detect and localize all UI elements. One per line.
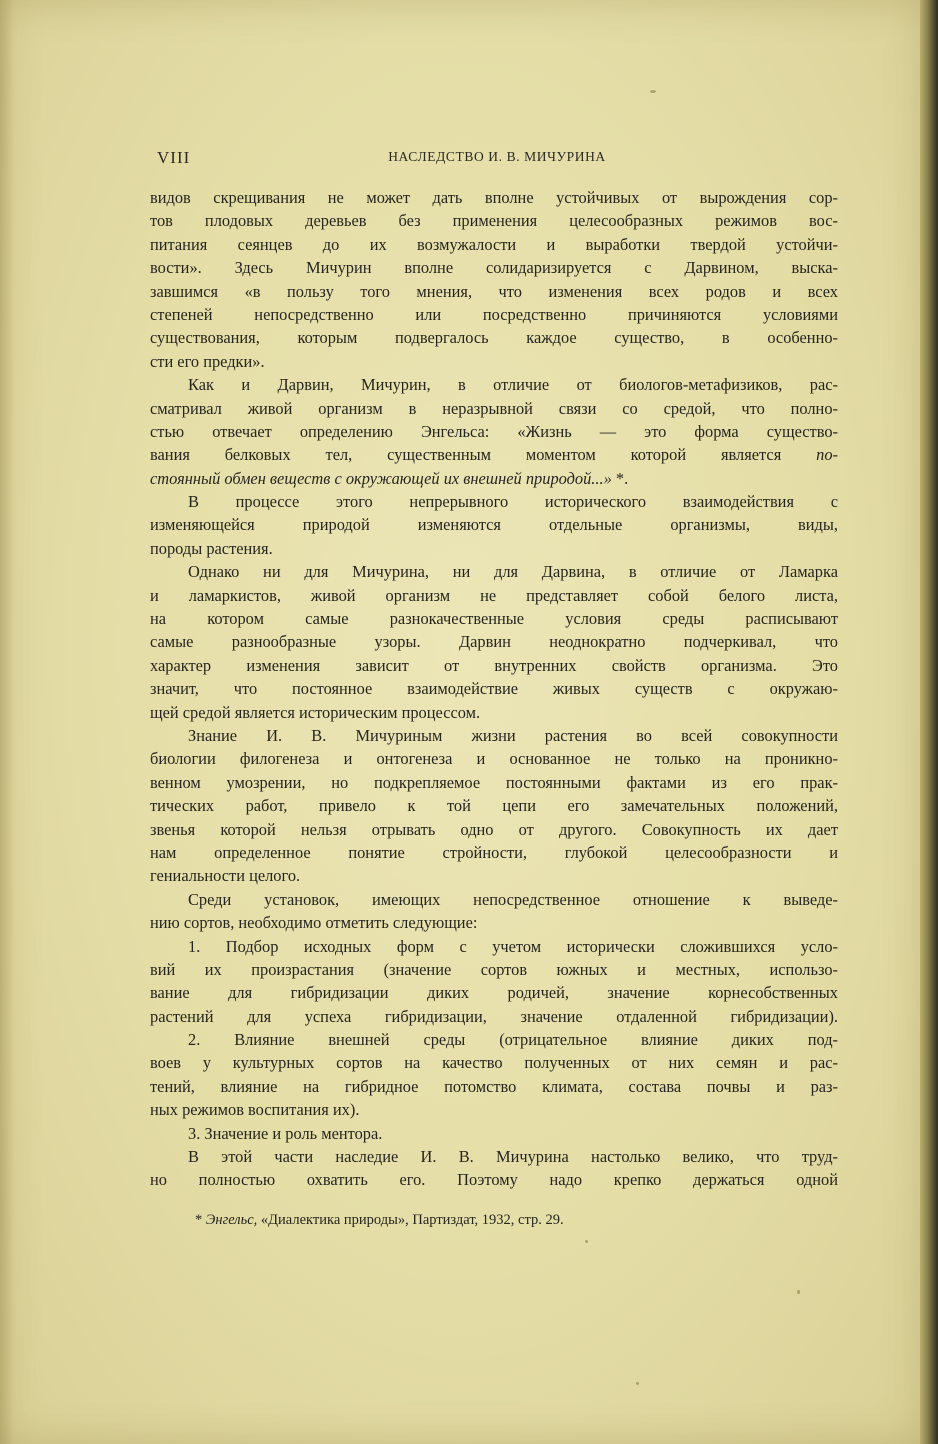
text-line: вий их произрастания (значение сортов южных и местных, использо- [150,959,838,979]
body-text [150,186,838,1192]
text-line: 3. Значение и роль ментора. [188,1123,383,1143]
text-line: В этой части наследие И. В. Мичурина настолько велико, что труд- [188,1147,838,1167]
text-line: вание для гибридизации диких родичей, значение корнесобственных [150,983,838,1003]
page-speck [636,1382,639,1385]
text-line: Как и Дарвин, Мичурин, в отличие от биологов-метафизиков, рас- [188,375,838,395]
text-line: сматривал живой организм в неразрывной связи со средой, что полно- [150,398,838,418]
text-line: существования, которым подвергалось каждое существо, в особенно- [150,328,838,348]
book-edge [920,0,938,1444]
text-line: растений для успеха гибридизации, значение отдаленной гибридизации). [150,1006,838,1026]
text-line: и ламаркистов, живой организм не представляет собой белого листа, [150,585,838,605]
text-line: нию сортов, необходимо отметить следующие: [150,913,478,933]
text-line: питания сеянцев до их возмужалости и выработки твердой устойчи- [150,234,838,254]
text-line: Знание И. В. Мичуриным жизни растения во всей совокупности [188,725,838,745]
text-line: степеней непосредственно или посредственно причиняются условиями [150,304,838,324]
text-line: Среди установок, имеющих непосредственное отношение к выведе- [188,889,838,909]
text-line: на котором самые разнокачественные условия среды расписывают [150,609,838,629]
page-left-shadow [0,0,14,1444]
page-speck [797,1290,800,1294]
running-head [157,148,837,168]
text-line: биологии филогенеза и онтогенеза и основанное не только на проникно- [150,749,838,769]
text-line: ных режимов воспитания их). [150,1100,360,1120]
text-line: 2. Влияние внешней среды (отрицательное влияние диких под- [188,1030,838,1050]
footnote-author: Энгельс, [205,1212,258,1228]
text-line: но полностью охватить его. Поэтому надо крепко держаться одной [150,1170,838,1190]
text-line: стоянный обмен веществ с окружающей их внешней природой...» *. [150,468,629,488]
text-line: самые разнообразные узоры. Дарвин неоднократно подчеркивал, что [150,632,838,652]
text-line: нам определенное понятие стройности, глубокой целесообразности и [150,842,838,862]
text-line: изменяющейся природой изменяются отдельные организмы, виды, [150,515,838,535]
text-line: 1. Подбор исходных форм с учетом исторически сложившихся усло- [188,936,838,956]
text-line: сти его предки». [150,351,265,371]
text-line: значит, что постоянное взаимодействие живых существ с окружаю- [150,679,838,699]
text-line: вости». Здесь Мичурин вполне солидаризируется с Дарвином, выска- [150,258,838,278]
text-line: видов скрещивания не может дать вполне устойчивых от вырождения сор- [150,188,838,207]
page-speck [650,90,656,93]
running-title: НАСЛЕДСТВО И. В. МИЧУРИНА [388,149,606,164]
text-line: воев у культурных сортов на качество полученных от них семян и рас- [150,1053,838,1073]
footnote [195,1212,564,1229]
text-line: тических работ, привело к той цепи его замечательных положений, [150,796,838,816]
text-line: Однако ни для Мичурина, ни для Дарвина, в отличие от Ламарка [188,562,838,582]
footnote-marker: * [195,1212,203,1228]
text-line: стью отвечает определению Энгельса: «Жизнь — это форма существо- [150,421,838,441]
text-line: завшимся «в пользу того мнения, что изменения всех родов и всех [150,281,838,301]
text-line: вания белковых тел, существенным моментом которой является по- [150,445,838,465]
footnote-text: «Диалектика природы», Партиздат, 1932, стр. 29. [260,1212,564,1228]
page-number: VIII [157,148,191,167]
text-line: тений, влияние на гибридное потомство климата, состава почвы и раз- [150,1076,838,1096]
text-line: тов плодовых деревьев без применения целесообразных режимов вос- [150,211,838,231]
text-line: породы растения. [150,538,273,558]
text-line: характер изменения зависит от внутренних свойств организма. Это [150,655,838,675]
text-line: щей средой является историческим процессом. [150,702,481,722]
text-line: венном умозрении, но подкрепляемое постоянными фактами из его прак- [150,772,838,792]
text-line: гениальности целого. [150,866,301,886]
text-line: звенья которой нельзя отрывать одно от другого. Совокупность их дает [150,819,838,839]
text-line: В процессе этого непрерывного исторического взаимодействия с [188,492,838,512]
page-speck [585,1240,588,1243]
